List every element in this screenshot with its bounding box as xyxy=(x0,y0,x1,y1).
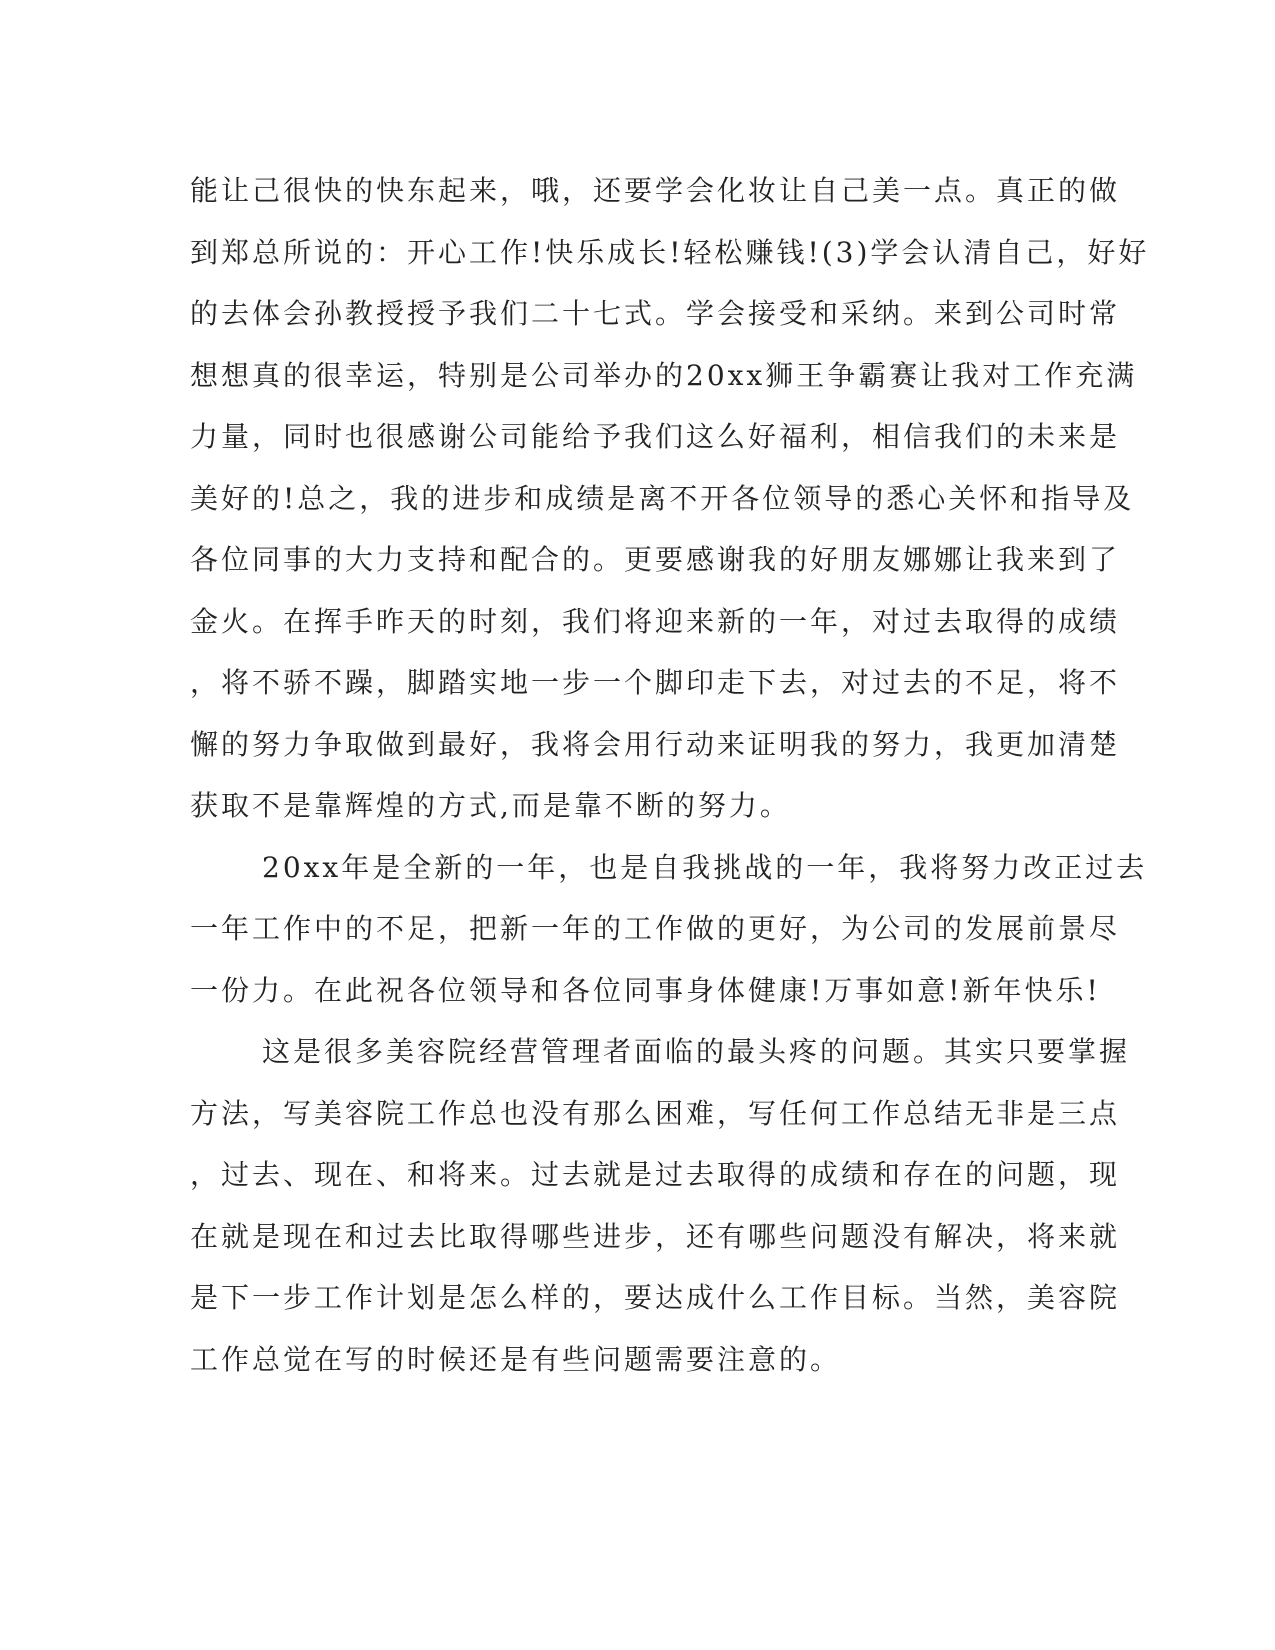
text-line: 一份力。在此祝各位领导和各位同事身体健康!万事如意!新年快乐! xyxy=(190,973,1101,1007)
text-line: 力量，同时也很感谢公司能给予我们这么好福利，相信我们的未来是 xyxy=(190,420,1121,453)
text-line: 工作总觉在写的时候还是有些问题需要注意的。 xyxy=(190,1342,842,1376)
text-line: 的去体会孙教授授予我们二十七式。学会接受和采纳。来到公司时常 xyxy=(190,297,1121,330)
text-line: 在就是现在和过去比取得哪些进步，还有哪些问题没有解决，将来就 xyxy=(190,1219,1121,1253)
text-line: 想想真的很幸运，特别是公司举办的20xx狮王争霸赛让我对工作充满 xyxy=(190,358,1138,392)
paragraph-2 xyxy=(190,837,1148,1022)
text-line: 获取不是靠辉煌的方式,而是靠不断的努力。 xyxy=(190,789,791,822)
document-body xyxy=(190,160,1150,1390)
text-line: 金火。在挥手昨天的时刻，我们将迎来新的一年，对过去取得的成绩 xyxy=(190,604,1121,638)
text-line: 20xx年是全新的一年，也是自我挑战的一年，我将努力改正过去 xyxy=(262,850,1148,884)
text-line: 到郑总所说的：开心工作!快乐成长!轻松赚钱!(3)学会认清自己，好好 xyxy=(190,235,1150,269)
text-line: 能让己很快的快东起来，哦，还要学会化妆让自己美一点。真正的做 xyxy=(190,174,1121,207)
text-line: 美好的!总之，我的进步和成绩是离不开各位领导的悉心关怀和指导及 xyxy=(190,481,1135,515)
text-line: 各位同事的大力支持和配合的。更要感谢我的好朋友娜娜让我来到了 xyxy=(190,543,1121,576)
text-line: 懈的努力争取做到最好，我将会用行动来证明我的努力，我更加清楚 xyxy=(190,727,1121,761)
text-line: 这是很多美容院经营管理者面临的最头疼的问题。其实只要掌握 xyxy=(262,1035,1131,1068)
text-line: ，将不骄不躁，脚踏实地一步一个脚印走下去，对过去的不足，将不 xyxy=(190,666,1121,699)
paragraph-1 xyxy=(190,160,1150,837)
text-line: ，过去、现在、和将来。过去就是过去取得的成绩和存在的问题，现 xyxy=(190,1158,1121,1191)
text-line: 是下一步工作计划是怎么样的，要达成什么工作目标。当然，美容院 xyxy=(190,1281,1121,1314)
text-line: 方法，写美容院工作总也没有那么困难，写任何工作总结无非是三点 xyxy=(190,1096,1121,1130)
paragraph-3 xyxy=(190,1021,1131,1390)
text-line: 一年工作中的不足，把新一年的工作做的更好，为公司的发展前景尽 xyxy=(190,912,1121,945)
